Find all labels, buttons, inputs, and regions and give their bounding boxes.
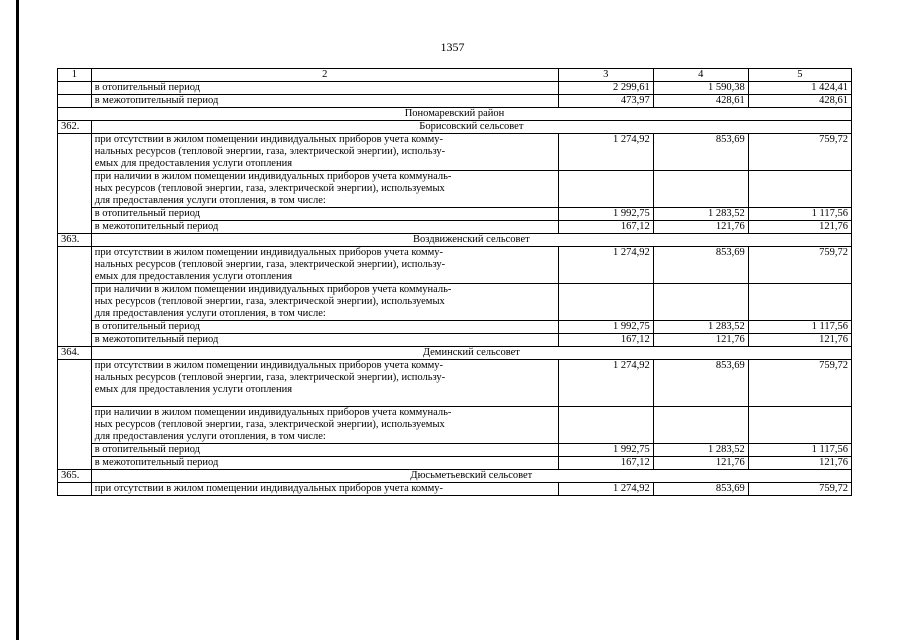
table-row: [58, 95, 852, 108]
description-line: для предоставления услуги отопления, в том числе:: [94, 308, 326, 319]
value-col-3: 167,12: [558, 221, 653, 234]
value-col-4: 853,69: [653, 247, 748, 284]
table-row: [58, 444, 852, 457]
value-col-4: 1 590,38: [653, 82, 748, 95]
value-col-4: 1 283,52: [653, 208, 748, 221]
table-row: [58, 483, 852, 496]
empty-cell: [653, 407, 748, 444]
empty-cell: [653, 171, 748, 208]
row-label: в межотопительный период: [91, 457, 558, 470]
value-col-5: 1 117,56: [748, 321, 851, 334]
page-number: 1357: [440, 40, 465, 54]
empty-cell: [748, 171, 851, 208]
absent-meters-description: [91, 134, 558, 171]
row-label: в отопительный период: [91, 82, 558, 95]
row-label: в отопительный период: [91, 321, 558, 334]
table-row: [58, 407, 852, 444]
row-label: в межотопительный период: [91, 334, 558, 347]
section-header-row: [58, 347, 852, 360]
value-col-4: 1 283,52: [653, 321, 748, 334]
table-row: [58, 360, 852, 407]
row-number-cell: [58, 82, 92, 95]
description-line: ных ресурсов (тепловой энергии, газа, электрической энергии), используемых: [94, 183, 445, 194]
column-header-row: [58, 69, 852, 82]
district-title: Пономаревский район: [58, 108, 852, 121]
value-col-5: 759,72: [748, 247, 851, 284]
description-line: емых для предоставления услуги отопления: [94, 271, 293, 282]
absent-meters-description: [91, 483, 558, 496]
section-title: Деминский сельсовет: [91, 347, 851, 360]
section-header-row: [58, 234, 852, 247]
table-row: [58, 171, 852, 208]
row-label: в отопительный период: [91, 444, 558, 457]
description-line: при наличии в жилом помещении индивидуальных приборов учета коммуналь-: [94, 171, 452, 182]
column-header-4: 4: [653, 69, 748, 82]
value-col-5: 759,72: [748, 483, 851, 496]
value-col-4: 121,76: [653, 221, 748, 234]
empty-cell: [558, 407, 653, 444]
present-meters-description: [91, 171, 558, 208]
value-col-3: 473,97: [558, 95, 653, 108]
value-col-4: 1 283,52: [653, 444, 748, 457]
value-col-5: 121,76: [748, 334, 851, 347]
value-col-5: 121,76: [748, 457, 851, 470]
value-col-3: 1 274,92: [558, 360, 653, 407]
table-row: [58, 457, 852, 470]
page-binding-edge: [16, 0, 19, 640]
value-col-3: 1 274,92: [558, 134, 653, 171]
table-row: [58, 221, 852, 234]
description-line: при отсутствии в жилом помещении индивидуальных приборов учета комму-: [94, 247, 444, 258]
value-col-5: 759,72: [748, 360, 851, 407]
description-line: при отсутствии в жилом помещении индивидуальных приборов учета комму-: [94, 134, 444, 145]
value-col-3: 1 992,75: [558, 444, 653, 457]
empty-cell: [558, 171, 653, 208]
section-number: 365.: [58, 470, 92, 483]
description-line: ных ресурсов (тепловой энергии, газа, электрической энергии), используемых: [94, 419, 445, 430]
description-line: нальных ресурсов (тепловой энергии, газа, электрической энергии), использу-: [94, 146, 446, 157]
value-col-3: 167,12: [558, 334, 653, 347]
section-number: 364.: [58, 347, 92, 360]
row-label: в межотопительный период: [91, 221, 558, 234]
table-row: [58, 321, 852, 334]
row-number-cell: [58, 483, 92, 496]
table-row: [58, 82, 852, 95]
value-col-5: 1 424,41: [748, 82, 851, 95]
value-col-5: 121,76: [748, 221, 851, 234]
empty-cell: [748, 284, 851, 321]
section-header-row: [58, 121, 852, 134]
tariff-table: [57, 68, 852, 496]
absent-meters-description: [91, 247, 558, 284]
description-line: емых для предоставления услуги отопления: [94, 158, 293, 169]
description-line: при отсутствии в жилом помещении индивидуальных приборов учета комму-: [94, 483, 444, 494]
value-col-3: 2 299,61: [558, 82, 653, 95]
section-title: Борисовский сельсовет: [91, 121, 851, 134]
description-line: для предоставления услуги отопления, в том числе:: [94, 195, 326, 206]
row-number-cell: [58, 95, 92, 108]
value-col-3: 1 274,92: [558, 247, 653, 284]
value-col-3: 1 992,75: [558, 321, 653, 334]
table-row: [58, 334, 852, 347]
description-line: при отсутствии в жилом помещении индивидуальных приборов учета комму-: [94, 360, 444, 371]
description-line: нальных ресурсов (тепловой энергии, газа, электрической энергии), использу-: [94, 259, 446, 270]
section-header-row: [58, 470, 852, 483]
empty-cell: [558, 284, 653, 321]
value-col-4: 853,69: [653, 360, 748, 407]
value-col-4: 121,76: [653, 457, 748, 470]
row-number-cell: [58, 134, 92, 234]
present-meters-description: [91, 407, 558, 444]
value-col-5: 428,61: [748, 95, 851, 108]
value-col-5: 1 117,56: [748, 444, 851, 457]
row-label: в межотопительный период: [91, 95, 558, 108]
column-header-5: 5: [748, 69, 851, 82]
description-line: при наличии в жилом помещении индивидуальных приборов учета коммуналь-: [94, 284, 452, 295]
table-row: [58, 247, 852, 284]
value-col-4: 853,69: [653, 483, 748, 496]
absent-meters-description: [91, 360, 558, 407]
table-row: [58, 208, 852, 221]
present-meters-description: [91, 284, 558, 321]
row-number-cell: [58, 247, 92, 347]
column-header-1: 1: [58, 69, 92, 82]
table-row: [58, 284, 852, 321]
value-col-3: 1 274,92: [558, 483, 653, 496]
column-header-3: 3: [558, 69, 653, 82]
section-number: 363.: [58, 234, 92, 247]
value-col-3: 167,12: [558, 457, 653, 470]
row-label: в отопительный период: [91, 208, 558, 221]
row-number-cell: [58, 360, 92, 470]
table-row: [58, 134, 852, 171]
description-line: для предоставления услуги отопления, в том числе:: [94, 431, 326, 442]
value-col-4: 428,61: [653, 95, 748, 108]
section-title: Дюсьметьевский сельсовет: [91, 470, 851, 483]
description-line: ных ресурсов (тепловой энергии, газа, электрической энергии), используемых: [94, 296, 445, 307]
section-title: Воздвиженский сельсовет: [91, 234, 851, 247]
description-line: при наличии в жилом помещении индивидуальных приборов учета коммуналь-: [94, 407, 452, 418]
empty-cell: [748, 407, 851, 444]
section-number: 362.: [58, 121, 92, 134]
value-col-5: 1 117,56: [748, 208, 851, 221]
description-line: емых для предоставления услуги отопления: [94, 384, 293, 395]
value-col-5: 759,72: [748, 134, 851, 171]
description-line: нальных ресурсов (тепловой энергии, газа, электрической энергии), использу-: [94, 372, 446, 383]
column-header-2: 2: [91, 69, 558, 82]
value-col-4: 121,76: [653, 334, 748, 347]
value-col-3: 1 992,75: [558, 208, 653, 221]
empty-cell: [653, 284, 748, 321]
value-col-4: 853,69: [653, 134, 748, 171]
district-header-row: [58, 108, 852, 121]
